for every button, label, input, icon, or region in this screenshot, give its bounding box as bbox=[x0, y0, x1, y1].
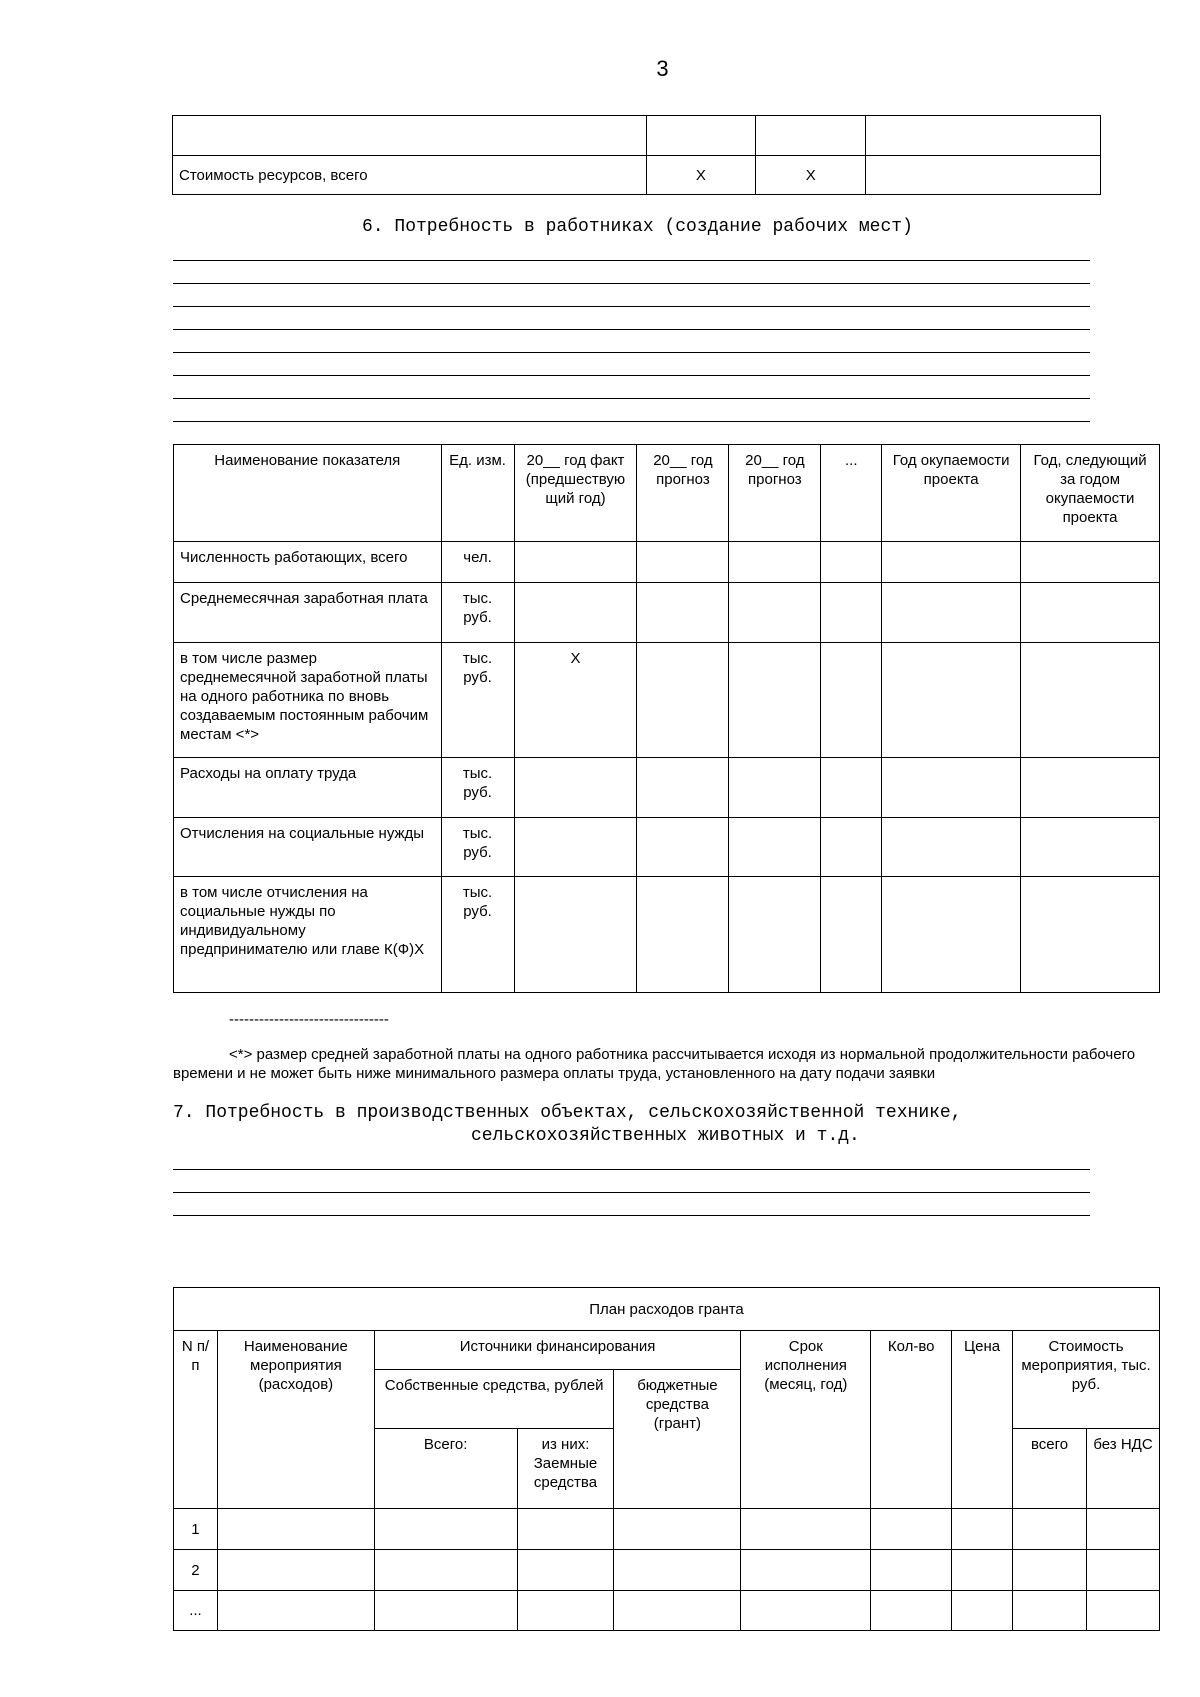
row-fact bbox=[514, 758, 637, 818]
col-own-funds: Собственные средства, рублей bbox=[374, 1370, 614, 1429]
header-next-year: Год, следующий за годом окупаемости проекта bbox=[1021, 445, 1160, 542]
row-number: ... bbox=[174, 1591, 218, 1631]
blank-line bbox=[173, 306, 1090, 307]
row-fact: X bbox=[514, 643, 637, 758]
resources-x-2: X bbox=[756, 156, 866, 195]
col-activity-name: Наименование мероприятия (расходов) bbox=[217, 1331, 374, 1509]
blank-line bbox=[173, 283, 1090, 284]
section7-title-line2: сельскохозяйственных животных и т.д. bbox=[471, 1126, 860, 1146]
blank-line bbox=[173, 352, 1090, 353]
col-number: N п/п bbox=[174, 1331, 218, 1509]
row-unit: тыс. руб. bbox=[441, 583, 514, 643]
footnote-separator: -------------------------------- bbox=[229, 1011, 389, 1028]
table-row bbox=[174, 818, 1160, 877]
blank-line bbox=[173, 398, 1090, 399]
header-payback-year: Год окупаемости проекта bbox=[882, 445, 1021, 542]
table-row bbox=[174, 542, 1160, 583]
header-fact-year: 20__ год факт (предшествую щий год) bbox=[514, 445, 637, 542]
col-own-loans: из них: Заемные средства bbox=[517, 1429, 614, 1509]
blank-line bbox=[173, 1215, 1090, 1216]
row-name: в том числе размер среднемесячной заработной платы на одного работника по вновь создаваемым постоянным рабочим местам <*> bbox=[174, 643, 442, 758]
table-row bbox=[174, 877, 1160, 993]
workers-table bbox=[173, 444, 1160, 993]
section7-title-line1: 7. Потребность в производственных объектах, сельскохозяйственной технике, bbox=[173, 1103, 962, 1123]
row-number: 1 bbox=[174, 1509, 218, 1550]
col-quantity: Кол-во bbox=[871, 1331, 952, 1509]
grant-plan-table bbox=[173, 1287, 1160, 1631]
col-funding-sources: Источники финансирования bbox=[374, 1331, 741, 1370]
table-row bbox=[173, 116, 1101, 156]
header-forecast-1: 20__ год прогноз bbox=[637, 445, 729, 542]
footnote-text: <*> размер средней заработной платы на одного работника рассчитывается исходя из нормальной продолжительности рабочего времени и не может быть ниже минимального размера оплаты труда, установленного на дату подачи заявки bbox=[173, 1046, 1136, 1082]
resources-table bbox=[172, 115, 1101, 195]
row-unit: чел. bbox=[441, 542, 514, 583]
col-activity-cost: Стоимость мероприятия, тыс. руб. bbox=[1013, 1331, 1160, 1429]
blank-line bbox=[173, 329, 1090, 330]
row-name: в том числе отчисления на социальные нужды по индивидуальному предпринимателю или главе К(Ф)Х bbox=[174, 877, 442, 993]
section6-title: 6. Потребность в работниках (создание рабочих мест) bbox=[362, 217, 913, 237]
row-name: Отчисления на социальные нужды bbox=[174, 818, 442, 877]
row-name: Расходы на оплату труда bbox=[174, 758, 442, 818]
table-row bbox=[174, 1591, 1160, 1631]
row-number: 2 bbox=[174, 1550, 218, 1591]
resources-x-1: X bbox=[646, 156, 756, 195]
row-fact bbox=[514, 818, 637, 877]
col-budget-funds: бюджетные средства (грант) bbox=[614, 1370, 741, 1509]
table-header-row bbox=[174, 445, 1160, 542]
col-price: Цена bbox=[952, 1331, 1013, 1509]
blank-line bbox=[173, 1169, 1090, 1170]
resources-total-label: Стоимость ресурсов, всего bbox=[173, 156, 647, 195]
row-fact bbox=[514, 542, 637, 583]
page-number: 3 bbox=[656, 56, 669, 81]
row-fact bbox=[514, 583, 637, 643]
blank-line bbox=[173, 375, 1090, 376]
row-name: Среднемесячная заработная плата bbox=[174, 583, 442, 643]
row-fact bbox=[514, 877, 637, 993]
col-own-total: Всего: bbox=[374, 1429, 517, 1509]
table-row bbox=[173, 156, 1101, 195]
blank-line bbox=[173, 260, 1090, 261]
header-ellipsis: ... bbox=[821, 445, 882, 542]
row-unit: тыс. руб. bbox=[441, 818, 514, 877]
row-unit: тыс. руб. bbox=[441, 877, 514, 993]
row-unit: тыс. руб. bbox=[441, 643, 514, 758]
table-row bbox=[174, 643, 1160, 758]
header-unit: Ед. изм. bbox=[441, 445, 514, 542]
table-row bbox=[174, 758, 1160, 818]
header-forecast-2: 20__ год прогноз bbox=[729, 445, 821, 542]
header-indicator: Наименование показателя bbox=[174, 445, 442, 542]
table-row bbox=[174, 1509, 1160, 1550]
row-unit: тыс. руб. bbox=[441, 758, 514, 818]
col-cost-total: всего bbox=[1013, 1429, 1087, 1509]
table-row bbox=[174, 1550, 1160, 1591]
table-row bbox=[174, 583, 1160, 643]
grant-plan-caption: План расходов гранта bbox=[174, 1288, 1160, 1331]
col-cost-no-vat: без НДС bbox=[1087, 1429, 1160, 1509]
blank-line bbox=[173, 421, 1090, 422]
blank-line bbox=[173, 1192, 1090, 1193]
row-name: Численность работающих, всего bbox=[174, 542, 442, 583]
col-term: Срок исполнения (месяц, год) bbox=[741, 1331, 871, 1509]
